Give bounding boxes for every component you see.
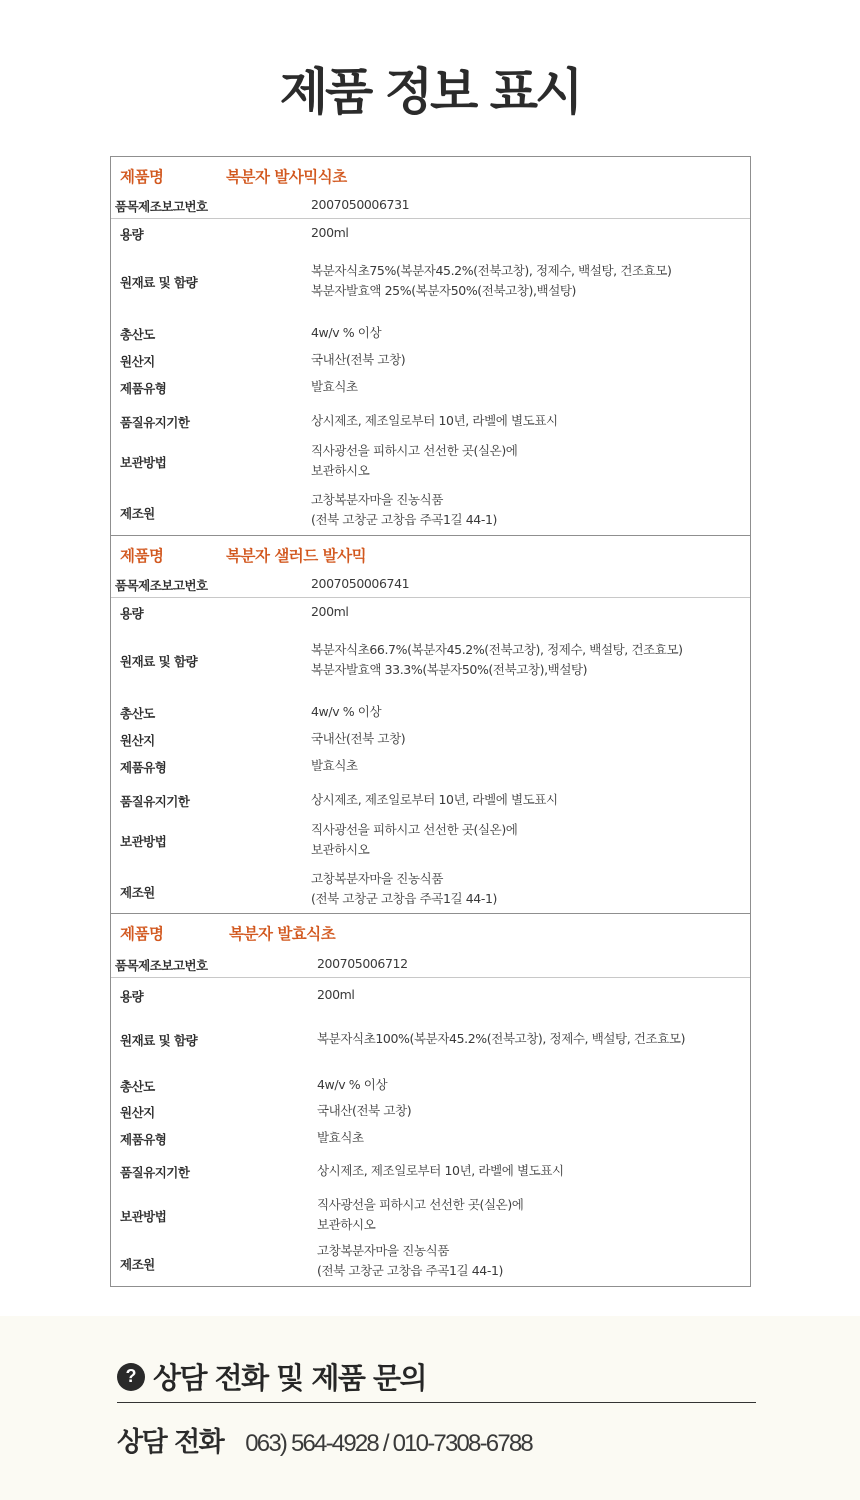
origin-label: 원산지 — [120, 354, 155, 369]
acidity-value: 4w/v % 이상 — [311, 325, 382, 340]
report-number-label: 품목제조보고번호 — [115, 958, 208, 973]
volume-label: 용량 — [120, 606, 144, 621]
expiry-value: 상시제조, 제조일로부터 10년, 라벨에 별도표시 — [311, 413, 558, 428]
inquiry-section — [0, 1316, 860, 1500]
origin-value: 국내산(전북 고창) — [311, 731, 406, 746]
origin-value: 국내산(전북 고창) — [311, 352, 406, 367]
product-name-label: 제품명 — [120, 168, 164, 186]
report-number-label: 품목제조보고번호 — [115, 578, 208, 593]
row-divider — [111, 218, 750, 219]
product-info-table — [110, 535, 751, 914]
manufacturer-line-2: (전북 고창군 고창읍 주곡1길 44-1) — [311, 891, 497, 906]
volume-value: 200ml — [317, 987, 355, 1002]
manufacturer-label: 제조원 — [120, 1257, 155, 1272]
storage-line-1: 직사광선을 피하시고 선선한 곳(실온)에 — [317, 1197, 524, 1212]
expiry-label: 품질유지기한 — [120, 415, 190, 430]
acidity-label: 총산도 — [120, 706, 155, 721]
volume-value: 200ml — [311, 604, 349, 619]
manufacturer-line-2: (전북 고창군 고창읍 주곡1길 44-1) — [311, 512, 497, 527]
report-number-label: 품목제조보고번호 — [115, 199, 208, 214]
acidity-label: 총산도 — [120, 1079, 155, 1094]
product-name: 복분자 샐러드 발사믹 — [226, 547, 367, 565]
expiry-value: 상시제조, 제조일로부터 10년, 라벨에 별도표시 — [311, 792, 558, 807]
volume-value: 200ml — [311, 225, 349, 240]
manufacturer-line-2: (전북 고창군 고창읍 주곡1길 44-1) — [317, 1263, 503, 1278]
ingredients-label: 원재료 및 함량 — [120, 654, 198, 669]
product-type-value: 발효식초 — [311, 758, 358, 773]
expiry-label: 품질유지기한 — [120, 1165, 190, 1180]
product-type-value: 발효식초 — [317, 1130, 364, 1145]
manufacturer-line-1: 고창복분자마을 진농식품 — [317, 1243, 449, 1258]
ingredients-line-2: 복분자발효액 33.3%(복분자50%(전북고창),백설탕) — [311, 662, 588, 677]
inquiry-divider — [117, 1402, 756, 1403]
acidity-label: 총산도 — [120, 327, 155, 342]
origin-label: 원산지 — [120, 1105, 155, 1120]
storage-line-1: 직사광선을 피하시고 선선한 곳(실온)에 — [311, 822, 518, 837]
product-type-label: 제품유형 — [120, 381, 167, 396]
storage-label: 보관방법 — [120, 455, 167, 470]
question-icon: ? — [117, 1363, 145, 1391]
manufacturer-label: 제조원 — [120, 506, 155, 521]
product-type-label: 제품유형 — [120, 1132, 167, 1147]
report-number: 2007050006731 — [311, 197, 410, 212]
report-number: 2007050006741 — [311, 576, 410, 591]
acidity-value: 4w/v % 이상 — [317, 1077, 388, 1092]
product-info-table — [110, 156, 751, 536]
ingredients-line-1: 복분자식초75%(복분자45.2%(전북고창), 정제수, 백설탕, 건조효모) — [311, 263, 672, 278]
acidity-value: 4w/v % 이상 — [311, 704, 382, 719]
page-title: 제품 정보 표시 — [279, 63, 581, 121]
report-number: 200705006712 — [317, 956, 408, 971]
storage-label: 보관방법 — [120, 834, 167, 849]
ingredients-line-1: 복분자식초66.7%(복분자45.2%(전북고창), 정제수, 백설탕, 건조효모) — [311, 642, 683, 657]
storage-line-1: 직사광선을 피하시고 선선한 곳(실온)에 — [311, 443, 518, 458]
phone-numbers[interactable]: 063) 564-4928 / 010-7308-6788 — [245, 1430, 532, 1457]
volume-label: 용량 — [120, 227, 144, 242]
row-divider — [111, 597, 750, 598]
product-info-table — [110, 913, 751, 1287]
origin-value: 국내산(전북 고창) — [317, 1103, 412, 1118]
inquiry-title: 상담 전화 및 제품 문의 — [153, 1361, 427, 1395]
phone-row — [117, 1420, 532, 1459]
storage-label: 보관방법 — [120, 1209, 167, 1224]
volume-label: 용량 — [120, 989, 144, 1004]
manufacturer-line-1: 고창복분자마을 진농식품 — [311, 871, 443, 886]
manufacturer-line-1: 고창복분자마을 진농식품 — [311, 492, 443, 507]
phone-label: 상담 전화 — [117, 1427, 224, 1458]
product-name: 복분자 발사믹식초 — [226, 168, 347, 186]
product-name: 복분자 발효식초 — [229, 925, 336, 943]
storage-line-2: 보관하시오 — [311, 842, 370, 857]
ingredients-label: 원재료 및 함량 — [120, 1033, 198, 1048]
row-divider — [111, 977, 750, 978]
ingredients-line-1: 복분자식초100%(복분자45.2%(전북고창), 정제수, 백설탕, 건조효모) — [317, 1031, 686, 1046]
product-type-value: 발효식초 — [311, 379, 358, 394]
product-type-label: 제품유형 — [120, 760, 167, 775]
expiry-value: 상시제조, 제조일로부터 10년, 라벨에 별도표시 — [317, 1163, 564, 1178]
storage-line-2: 보관하시오 — [311, 463, 370, 478]
product-name-label: 제품명 — [120, 547, 164, 565]
inquiry-heading — [117, 1356, 426, 1397]
origin-label: 원산지 — [120, 733, 155, 748]
storage-line-2: 보관하시오 — [317, 1217, 376, 1232]
ingredients-label: 원재료 및 함량 — [120, 275, 198, 290]
expiry-label: 품질유지기한 — [120, 794, 190, 809]
ingredients-line-2: 복분자발효액 25%(복분자50%(전북고창),백설탕) — [311, 283, 577, 298]
manufacturer-label: 제조원 — [120, 885, 155, 900]
product-name-label: 제품명 — [120, 925, 164, 943]
